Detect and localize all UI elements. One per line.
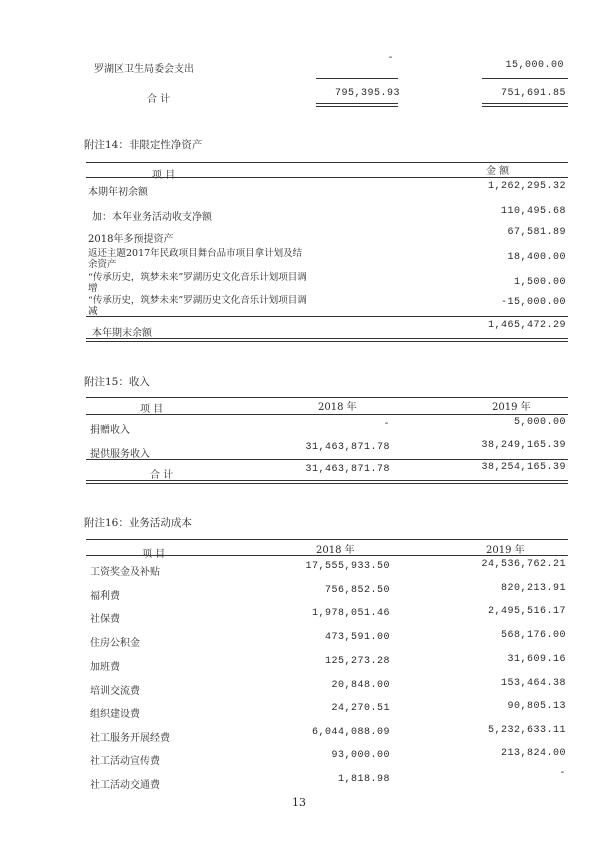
note14-row-label: 加：本年业务活动收支净额 — [92, 212, 212, 223]
top-row-label: 罗湖区卫生局委会支出 — [94, 64, 194, 75]
top-total-line-right — [482, 78, 568, 79]
note16-row-2019: - — [559, 768, 566, 779]
note15-row-2019: 5,000.00 — [513, 417, 566, 428]
note14-row-value: 1,500.00 — [513, 277, 566, 288]
note14-row-label: 返还主题2017年民政项目舞台品市项目拿计划及结余资产 — [88, 248, 303, 270]
note16-row-2019: 820,213.91 — [500, 583, 566, 594]
note15-total-2019: 38,254,165.39 — [481, 462, 566, 473]
note16-row-2019: 31,609.16 — [507, 654, 566, 665]
note14-dbl-line-1 — [86, 338, 568, 339]
note16-row-label: 组织建设费 — [90, 709, 140, 720]
note15-title: 附注15：收入 — [84, 376, 150, 388]
note16-row-2019: 5,232,633.11 — [487, 725, 566, 736]
note16-row-2018: 756,852.50 — [324, 585, 390, 596]
note14-row-label: “传承历史，筑梦未来”罗湖历史文化音乐计划项目调减 — [88, 295, 307, 317]
note16-row-label: 社保费 — [90, 614, 120, 625]
note16-row-label: 加班费 — [90, 662, 120, 673]
top-total-col2: 751,691.85 — [500, 88, 566, 99]
note15-row-2019: 38,249,165.39 — [481, 440, 566, 451]
note16-header-item: 项 目 — [142, 549, 166, 560]
note14-row-label: 本年期末余额 — [92, 328, 152, 339]
top-dbl-line-4 — [482, 106, 568, 107]
note14-dbl-line-2 — [86, 341, 568, 342]
top-total-label: 合 计 — [147, 94, 171, 105]
note14-row-value: 1,262,295.32 — [487, 181, 566, 192]
note14-header-bottom-line — [86, 177, 568, 178]
note15-row-label: 提供服务收入 — [90, 449, 150, 460]
top-total-line-left — [316, 78, 398, 79]
note16-row-2018: 1,818.98 — [337, 774, 390, 785]
top-dbl-line-3 — [482, 103, 568, 104]
note16-header-2018: 2018 年 — [316, 545, 355, 556]
note16-row-2018: 93,000.00 — [331, 750, 390, 761]
note16-row-label: 住房公积金 — [90, 638, 140, 649]
note14-row-value: -15,000.00 — [500, 297, 566, 308]
note15-header-item: 项 目 — [140, 404, 164, 415]
top-dbl-line-1 — [316, 103, 398, 104]
note16-row-2018: 1,978,051.46 — [311, 608, 390, 619]
note16-row-label: 社工活动宣传费 — [90, 756, 160, 767]
note15-total-line — [86, 459, 568, 460]
note14-row-label: 本期年初余额 — [88, 187, 148, 198]
note16-row-2019: 2,495,516.17 — [487, 606, 566, 617]
note16-row-label: 社工活动交通费 — [90, 780, 160, 791]
note16-row-2019: 568,176.00 — [500, 630, 566, 641]
note14-row-value: 110,495.68 — [500, 206, 566, 217]
top-row-col2: 15,000.00 — [505, 60, 564, 71]
page-number: 13 — [292, 796, 306, 809]
note16-header-top-line — [86, 539, 568, 540]
note16-row-2019: 90,805.13 — [507, 701, 566, 712]
note15-header-2018: 2018 年 — [318, 402, 357, 413]
note14-title: 附注14：非限定性净资产 — [84, 139, 203, 151]
note16-row-2018: 473,591.00 — [324, 632, 390, 643]
top-total-col1: 795,395.93 — [334, 88, 400, 99]
note16-row-2018: 17,555,933.50 — [305, 561, 390, 572]
note14-row-value: 18,400.00 — [507, 252, 566, 263]
note15-total-label: 合 计 — [150, 470, 174, 481]
note15-dbl-line-2 — [86, 483, 568, 484]
note14-row-value: 1,465,472.29 — [487, 320, 566, 331]
note15-total-2018: 31,463,871.78 — [305, 464, 390, 475]
note16-row-2018: 24,270.51 — [331, 703, 390, 714]
note14-header-amount: 金 额 — [486, 166, 510, 177]
note14-row-label: 2018年多预提资产 — [88, 234, 174, 245]
note14-row-value: 67,581.89 — [507, 227, 566, 238]
note16-header-bottom-line — [86, 555, 568, 556]
note15-header-bottom-line — [86, 414, 568, 415]
note16-row-2018: 20,848.00 — [331, 680, 390, 691]
note14-total-line — [86, 316, 568, 317]
note15-row-label: 捐赠收入 — [90, 425, 130, 436]
note16-row-2019: 24,536,762.21 — [481, 559, 566, 570]
note16-row-2018: 6,044,088.09 — [311, 727, 390, 738]
note14-row-label: “传承历史，筑梦未来”罗湖历史文化音乐计划项目调增 — [88, 272, 307, 294]
note14-header-item: 项 目 — [152, 170, 176, 181]
note16-row-label: 社工服务开展经费 — [90, 733, 170, 744]
note15-row-2018: 31,463,871.78 — [305, 442, 390, 453]
note15-header-2019: 2019 年 — [492, 402, 531, 413]
note16-header-2019: 2019 年 — [486, 545, 525, 556]
note15-dbl-line-1 — [86, 480, 568, 481]
note16-row-label: 培训交流费 — [90, 686, 140, 697]
note16-row-2019: 213,824.00 — [500, 748, 566, 759]
note15-row-2018: - — [383, 419, 390, 430]
note16-row-2018: 125,273.28 — [324, 656, 390, 667]
top-dbl-line-2 — [316, 106, 398, 107]
top-row-col1: - — [387, 53, 394, 64]
note16-title: 附注16：业务活动成本 — [84, 517, 192, 529]
note16-row-label: 福利费 — [90, 591, 120, 602]
note16-row-label: 工资奖金及补贴 — [90, 567, 160, 578]
note16-row-2019: 153,464.38 — [500, 678, 566, 689]
